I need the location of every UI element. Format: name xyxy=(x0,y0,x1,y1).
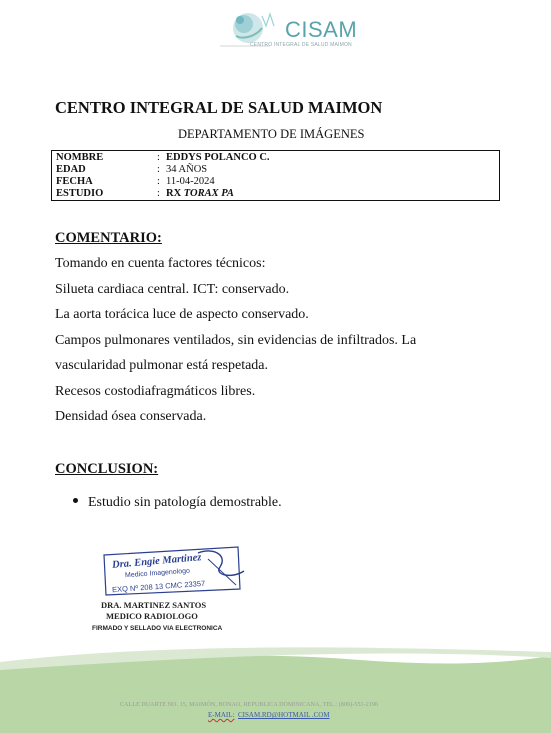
doctor-name: DRA. MARTINEZ SANTOS xyxy=(101,600,207,610)
patient-colon: : xyxy=(157,188,160,199)
patient-label: NOMBRE xyxy=(56,152,104,163)
patient-label: EDAD xyxy=(56,164,86,175)
patient-name-value: EDDYS POLANCO C. xyxy=(166,152,270,163)
footer-email-label: E-MAIL: xyxy=(208,711,235,719)
conclusion-item: Estudio sin patología demostrable. xyxy=(88,495,282,510)
comentario-heading: COMENTARIO: xyxy=(55,230,162,246)
patient-colon: : xyxy=(157,164,160,175)
patient-colon: : xyxy=(157,176,160,187)
conclusion-heading: CONCLUSION: xyxy=(55,461,159,477)
patient-colon: : xyxy=(157,152,160,163)
comentario-line: Densidad ósea conservada. xyxy=(55,409,207,424)
department-title: DEPARTAMENTO DE IMÁGENES xyxy=(178,127,365,141)
footer-email-link[interactable]: CISAM.RD@HOTMAIL .COM xyxy=(238,711,330,719)
patient-age-value: 34 AÑOS xyxy=(166,164,208,175)
patient-label: FECHA xyxy=(56,176,93,187)
stamp-role: Medico Imagenologo xyxy=(124,567,191,580)
comentario-line: Tomando en cuenta factores técnicos: xyxy=(55,256,266,271)
patient-label: ESTUDIO xyxy=(56,188,104,199)
footer-address: CALLE DUARTE NO. 15, MAIMÓN, BONAO, REPUBLICA DOMINICANA, TEL.: (809)-551-2196 xyxy=(120,702,379,708)
comentario-line: Campos pulmonares ventilados, sin evidencias de infiltrados. La xyxy=(55,333,417,348)
stamp-name: Dra. Engie Martinez xyxy=(111,552,202,571)
comentario-line: vascularidad pulmonar está respetada. xyxy=(55,358,269,373)
study-italic: TORAX PA xyxy=(183,188,234,199)
doctor-title: MEDICO RADIOLOGO xyxy=(106,611,198,621)
patient-date-value: 11-04-2024 xyxy=(166,176,215,187)
bullet-icon xyxy=(73,498,78,503)
study-prefix: RX xyxy=(166,188,184,199)
center-title: CENTRO INTEGRAL DE SALUD MAIMON xyxy=(55,98,383,117)
comentario-line: Recesos costodiafragmáticos libres. xyxy=(55,384,256,399)
signature-note: FIRMADO Y SELLADO VIA ELECTRONICA xyxy=(92,625,223,632)
patient-study-value xyxy=(166,188,234,199)
footer-wave-decoration xyxy=(0,640,551,733)
stamp-license: EXQ Nº 208 13 CMC 23357 xyxy=(111,578,206,595)
logo-subtitle: CENTRO INTEGRAL DE SALUD MAIMON xyxy=(250,42,352,48)
logo-brand-text: CISAM xyxy=(285,17,358,42)
comentario-line: Silueta cardiaca central. ICT: conservado. xyxy=(55,282,290,297)
patient-info-box xyxy=(51,150,500,201)
comentario-line: La aorta torácica luce de aspecto conservado. xyxy=(55,307,309,322)
